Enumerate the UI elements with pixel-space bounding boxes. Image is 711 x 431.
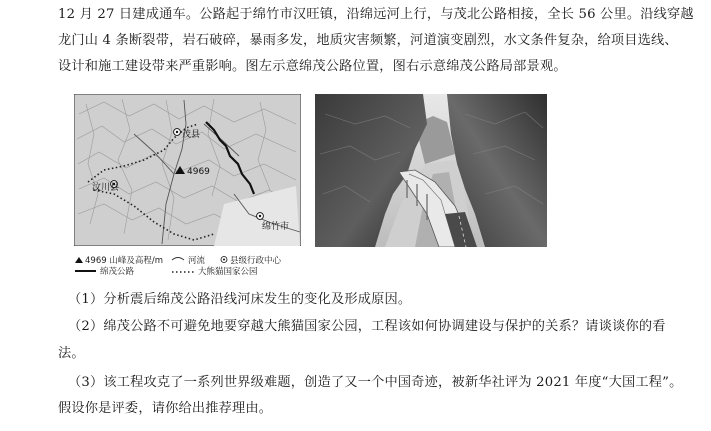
question-2-line-2: 法。 [58,346,85,361]
location-map [74,94,301,276]
question-1: （1）分析震后绵茂公路沿线河床发生的变化及形成原因。 [68,292,412,307]
map-legend [74,246,301,276]
road-landscape-photo [315,94,547,247]
legend-park-label: 大熊猫国家公园 [198,267,258,276]
legend-county-label: 县级行政中心 [230,256,282,266]
question-2-line-1: （2）绵茂公路不可避免地要穿越大熊猫国家公园，工程该如何协调建设与保护的关系？请谈谈你的看 [68,319,666,334]
legend-county-icon [221,257,227,263]
legend-peak-label: 4969 山峰及高程/m [85,256,163,266]
intro-line-1: 12 月 27 日建成通车。公路起于绵竹市汉旺镇，沿绵远河上行，与茂北公路相接，全长 56 公里。沿线穿越 [58,7,694,22]
mianzhu-marker-icon [257,213,264,220]
wenchuan-label: 汶川县 [92,183,120,193]
intro-line-2: 龙门山 4 条断裂带，岩石破碎，暴雨多发，地质灾害频繁，河道演变剧烈，水文条件复杂，给项目选线、 [58,33,678,48]
question-3-line-2: 假设你是评委，请你给出推荐理由。 [58,401,273,416]
mianzhu-label: 绵竹市 [262,222,290,232]
maoxian-label: 茂县 [182,130,201,140]
question-3-line-1: （3）该工程攻克了一系列世界级难题，创造了又一个中国奇迹，被新华社评为 2021 年度“大国工程”。 [68,375,683,390]
intro-line-3: 设计和施工建设带来严重影响。图左示意绵茂公路位置，图右示意绵茂公路局部景观。 [58,59,567,74]
peak-label: 4969 [187,167,210,177]
legend-road-label: 绵茂公路 [100,267,135,276]
maoxian-marker-icon [174,129,181,136]
legend-river-label: 河流 [188,256,206,266]
